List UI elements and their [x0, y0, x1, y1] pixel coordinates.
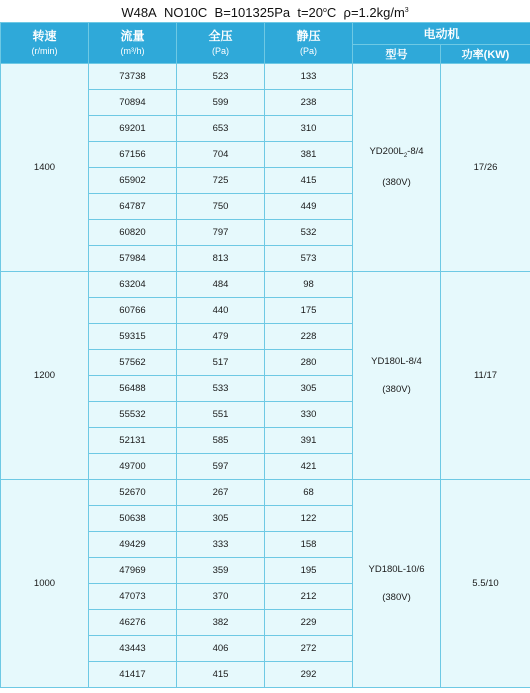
static-pressure-cell: 272 [265, 636, 353, 662]
total-pressure-cell: 305 [177, 506, 265, 532]
static-pressure-cell: 212 [265, 584, 353, 610]
header-total-pressure-label: 全压 [208, 29, 233, 43]
total-pressure-cell: 370 [177, 584, 265, 610]
total-pressure-cell: 333 [177, 532, 265, 558]
speed-cell: 1200 [1, 272, 89, 480]
table-row [1, 480, 530, 506]
header-static-pressure-unit: (Pa) [299, 46, 317, 56]
title-density-value: =1.2kg/m [350, 5, 405, 20]
total-pressure-cell: 704 [177, 142, 265, 168]
header-total-pressure-unit: (Pa) [211, 46, 229, 56]
title-temp-suffix: C [326, 5, 337, 20]
total-pressure-cell: 440 [177, 298, 265, 324]
total-pressure-cell: 653 [177, 116, 265, 142]
table-row [1, 272, 530, 298]
motor-voltage: (380V) [382, 591, 411, 603]
static-pressure-cell: 449 [265, 194, 353, 220]
total-pressure-cell: 533 [177, 376, 265, 402]
total-pressure-cell: 599 [177, 90, 265, 116]
total-pressure-cell: 725 [177, 168, 265, 194]
static-pressure-cell: 98 [265, 272, 353, 298]
static-pressure-cell: 280 [265, 350, 353, 376]
header-speed-unit: (r/min) [31, 46, 58, 56]
flow-cell: 67156 [89, 142, 177, 168]
total-pressure-cell: 415 [177, 662, 265, 688]
flow-cell: 73738 [89, 64, 177, 90]
flow-cell: 43443 [89, 636, 177, 662]
title-pressure: B=101325Pa [214, 5, 291, 20]
total-pressure-cell: 585 [177, 428, 265, 454]
title-number: NO10C [163, 5, 208, 20]
flow-cell: 47969 [89, 558, 177, 584]
static-pressure-cell: 292 [265, 662, 353, 688]
table-body [1, 64, 530, 688]
flow-cell: 52131 [89, 428, 177, 454]
flow-cell: 57562 [89, 350, 177, 376]
total-pressure-cell: 750 [177, 194, 265, 220]
total-pressure-cell: 267 [177, 480, 265, 506]
static-pressure-cell: 122 [265, 506, 353, 532]
static-pressure-cell: 573 [265, 246, 353, 272]
header-motor-power [441, 45, 530, 64]
motor-model-suffix: -8/4 [407, 145, 424, 157]
header-flow-label: 流量 [120, 29, 145, 43]
motor-model-subscript: 2 [403, 152, 408, 159]
motor-power-cell: 17/26 [441, 64, 530, 272]
flow-cell: 70894 [89, 90, 177, 116]
total-pressure-cell: 484 [177, 272, 265, 298]
flow-cell: 49700 [89, 454, 177, 480]
header-motor-power-label: 功率(KW) [461, 49, 510, 61]
header-speed [1, 23, 89, 64]
speed-cell: 1400 [1, 64, 89, 272]
motor-model-cell [353, 480, 441, 688]
header-speed-label: 转速 [32, 29, 57, 43]
motor-model-name: YD180L-10/6 [368, 563, 425, 575]
static-pressure-cell: 228 [265, 324, 353, 350]
header-motor [353, 23, 530, 45]
flow-cell: 60820 [89, 220, 177, 246]
total-pressure-cell: 359 [177, 558, 265, 584]
motor-voltage: (380V) [382, 383, 411, 395]
motor-model-name: YD180L-8/4 [371, 355, 422, 367]
flow-cell: 47073 [89, 584, 177, 610]
static-pressure-cell: 175 [265, 298, 353, 324]
flow-cell: 64787 [89, 194, 177, 220]
header-motor-label: 电动机 [423, 26, 460, 41]
total-pressure-cell: 797 [177, 220, 265, 246]
header-static-pressure [265, 23, 353, 64]
title-temp-sup: o [323, 7, 327, 14]
static-pressure-cell: 133 [265, 64, 353, 90]
motor-voltage: (380V) [382, 177, 411, 189]
title-density-sup: 3 [404, 7, 409, 14]
header-static-pressure-label: 静压 [296, 29, 321, 43]
flow-cell: 50638 [89, 506, 177, 532]
total-pressure-cell: 382 [177, 610, 265, 636]
title-density-symbol: ρ [343, 5, 351, 20]
static-pressure-cell: 415 [265, 168, 353, 194]
static-pressure-cell: 238 [265, 90, 353, 116]
motor-model-cell [353, 272, 441, 480]
flow-cell: 56488 [89, 376, 177, 402]
flow-cell: 41417 [89, 662, 177, 688]
static-pressure-cell: 310 [265, 116, 353, 142]
total-pressure-cell: 523 [177, 64, 265, 90]
speed-cell: 1000 [1, 480, 89, 688]
motor-power-cell: 5.5/10 [441, 480, 530, 688]
flow-cell: 52670 [89, 480, 177, 506]
header-flow-unit: (m³/h) [120, 46, 145, 56]
header-flow [89, 23, 177, 64]
total-pressure-cell: 406 [177, 636, 265, 662]
flow-cell: 57984 [89, 246, 177, 272]
header-motor-model-label: 型号 [385, 49, 408, 61]
flow-cell: 59315 [89, 324, 177, 350]
total-pressure-cell: 597 [177, 454, 265, 480]
flow-cell: 46276 [89, 610, 177, 636]
total-pressure-cell: 551 [177, 402, 265, 428]
table-title [0, 0, 530, 22]
header-total-pressure [177, 23, 265, 64]
static-pressure-cell: 421 [265, 454, 353, 480]
title-model: W48A [121, 5, 157, 20]
static-pressure-cell: 158 [265, 532, 353, 558]
total-pressure-cell: 813 [177, 246, 265, 272]
static-pressure-cell: 229 [265, 610, 353, 636]
total-pressure-cell: 517 [177, 350, 265, 376]
table-row [1, 64, 530, 90]
flow-cell: 65902 [89, 168, 177, 194]
flow-cell: 63204 [89, 272, 177, 298]
motor-model-cell [353, 64, 441, 272]
flow-cell: 60766 [89, 298, 177, 324]
static-pressure-cell: 330 [265, 402, 353, 428]
fan-performance-table [0, 22, 530, 688]
motor-power-cell: 11/17 [441, 272, 530, 480]
static-pressure-cell: 532 [265, 220, 353, 246]
flow-cell: 69201 [89, 116, 177, 142]
header-motor-model [353, 45, 441, 64]
static-pressure-cell: 305 [265, 376, 353, 402]
flow-cell: 55532 [89, 402, 177, 428]
title-temp-prefix: t=20 [297, 5, 323, 20]
static-pressure-cell: 68 [265, 480, 353, 506]
static-pressure-cell: 391 [265, 428, 353, 454]
static-pressure-cell: 381 [265, 142, 353, 168]
flow-cell: 49429 [89, 532, 177, 558]
static-pressure-cell: 195 [265, 558, 353, 584]
total-pressure-cell: 479 [177, 324, 265, 350]
motor-model-name: YD200L [369, 145, 404, 157]
